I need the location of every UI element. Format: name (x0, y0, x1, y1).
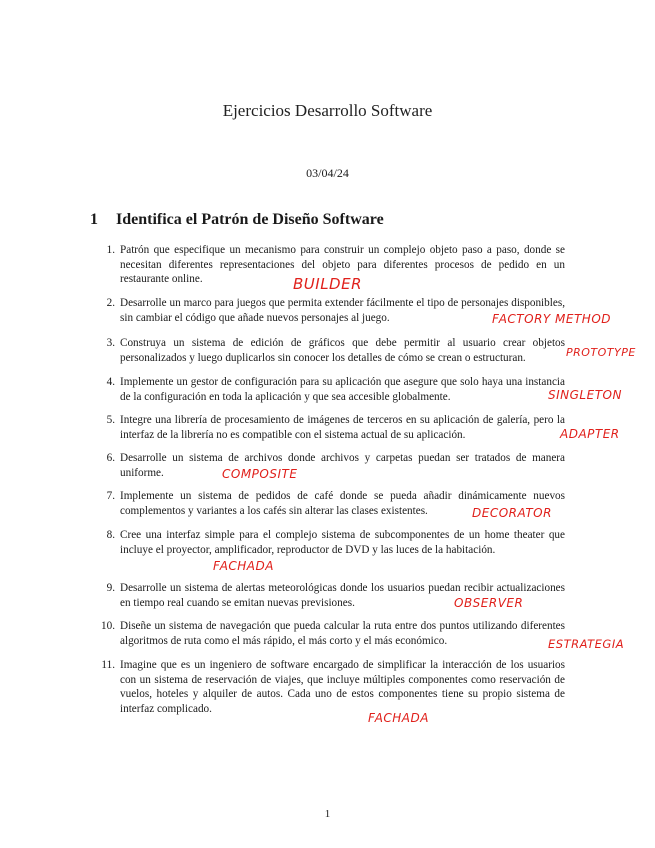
item-text: Desarrolle un sistema de alertas meteorológicas donde los usuarios puedan recibir actualizaciones en tiempo real cuando se emitan nuevas previsiones. (120, 582, 565, 609)
handwritten-answer: DECORATOR (472, 506, 552, 520)
handwritten-answer: ESTRATEGIA (548, 637, 625, 651)
list-item (101, 375, 565, 404)
list-item (101, 619, 565, 648)
section-heading (90, 211, 384, 229)
handwritten-answer: FACHADA (368, 711, 429, 725)
item-number: 8. (106, 529, 115, 541)
item-number: 3. (106, 337, 115, 349)
item-text: Implemente un sistema de pedidos de café donde se pueda añadir dinámicamente nuevos complementos y variantes a los cafés sin alterar las clases existentes. (120, 490, 565, 517)
handwritten-answer: FACTORY METHOD (492, 312, 612, 326)
item-number: 10. (101, 620, 115, 632)
handwritten-answer: COMPOSITE (222, 467, 298, 481)
item-number: 11. (101, 659, 115, 671)
item-number: 4. (106, 376, 115, 388)
item-number: 5. (106, 414, 115, 426)
item-text: Imagine que es un ingeniero de software encargado de simplificar la interacción de los usuarios con un sistema de reservación de viajes, que incluye múltiples componentes como reservación de vuelos, hoteles y alquiler de autos. Cada uno de estos componentes tiene su propio sistema de interfaz complicado. (120, 659, 565, 715)
item-text: Integre una librería de procesamiento de imágenes de terceros en su aplicación de galería, pero la interfaz de la librería no es compatible con el sistema actual de su aplicación. (120, 414, 565, 441)
handwritten-answer: FACHADA (213, 559, 274, 573)
handwritten-answer: OBSERVER (454, 596, 524, 610)
handwritten-answer: SINGLETON (548, 388, 622, 402)
item-number: 9. (106, 582, 115, 594)
item-number: 2. (106, 297, 115, 309)
item-text: Diseñe un sistema de navegación que pueda calcular la ruta entre dos puntos utilizando diferentes algoritmos de ruta como el más rápido, el más corto y el más económico. (120, 620, 565, 647)
list-item (101, 528, 565, 557)
handwritten-answer: PROTOTYPE (566, 346, 636, 359)
section-title: Identifica el Patrón de Diseño Software (116, 211, 384, 228)
item-text: Patrón que especifique un mecanismo para construir un complejo objeto paso a paso, donde se necesitan diferentes representaciones del objeto para diferentes procesos de pedido en un restaurante online. (120, 244, 565, 286)
document-date: 03/04/24 (306, 166, 349, 180)
item-number: 6. (106, 452, 115, 464)
handwritten-answer: BUILDER (293, 275, 363, 293)
list-item (101, 413, 565, 442)
section-number: 1 (90, 211, 98, 228)
page-number: 1 (324, 808, 331, 820)
document-title: Ejercicios Desarrollo Software (222, 101, 433, 120)
item-number: 7. (106, 490, 115, 502)
item-text: Implemente un gestor de configuración para su aplicación que asegure que solo haya una instancia de la configuración en toda la aplicación y que sea accesible globalmente. (120, 376, 565, 403)
list-item (101, 658, 565, 716)
item-text: Construya un sistema de edición de gráficos que debe permitir al usuario crear objetos personalizados y luego duplicarlos sin conocer los detalles de cómo se crean o estructuran. (120, 337, 565, 364)
list-item (101, 451, 565, 480)
item-text: Cree una interfaz simple para el complejo sistema de subcomponentes de un home theater que incluye el proyector, amplificador, reproductor de DVD y las luces de la habitación. (120, 529, 565, 556)
item-number: 1. (106, 244, 115, 256)
list-item (101, 336, 565, 365)
item-text: Desarrolle un marco para juegos que permita extender fácilmente el tipo de personajes disponibles, sin cambiar el código que añade nuevos personajes al juego. (120, 297, 565, 324)
item-text: Desarrolle un sistema de archivos donde archivos y carpetas puedan ser tratados de manera uniforme. (120, 452, 565, 479)
handwritten-answer: ADAPTER (560, 427, 620, 441)
